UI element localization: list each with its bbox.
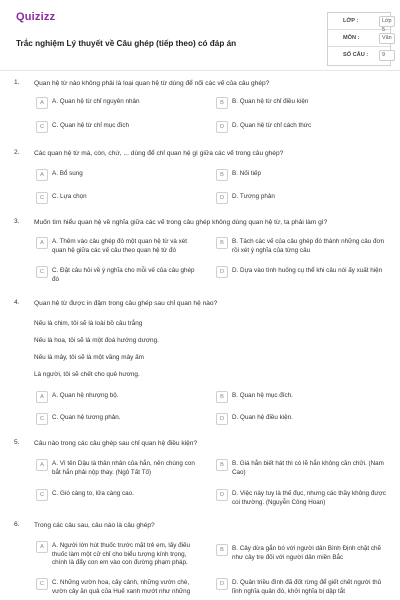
option-letter: A — [36, 97, 48, 109]
quizizz-logo[interactable]: Quizizz — [16, 11, 56, 23]
poem-line: Là người, tôi sẽ chết cho quê hương. — [34, 371, 140, 378]
question-number: 5. — [14, 439, 20, 446]
option-letter: B — [216, 169, 228, 181]
worksheet-title: Trắc nghiệm Lý thuyết về Câu ghép (tiếp theo) có đáp án — [16, 39, 237, 48]
option-letter: A — [36, 169, 48, 181]
option-text: D. Quân triều đình đã đốt rừng để giết chết người thủ lĩnh nghĩa quân đó, khởi nghĩa bị dập tắt — [232, 579, 382, 595]
question-number: 6. — [14, 521, 20, 528]
option-text: A. Quan hệ từ chỉ nguyên nhân — [52, 98, 140, 105]
question-number: 1. — [14, 79, 20, 86]
option-letter: A — [36, 391, 48, 403]
option-letter: D — [216, 413, 228, 425]
option-letter: A — [36, 237, 48, 249]
option-text: D. Tương phản — [232, 193, 275, 200]
info-row-count — [328, 47, 390, 63]
option-letter: C — [36, 413, 48, 425]
poem-line: Nếu là mây, tôi sẽ là một vầng mây ấm — [34, 354, 144, 361]
class-value: Lớp 5 — [379, 16, 395, 27]
option-text: D. Dựa vào tình huống cụ thể khi câu nói ấy xuất hiện — [232, 267, 383, 274]
question-text: Quan hệ từ nào không phải là loại quan hệ từ dùng để nối các vế của câu ghép? — [34, 80, 270, 87]
option-text: A. Vì tên Dậu là thân nhân của hắn, nên chúng con bắt hắn phải nộp thay. (Ngô Tất Tố) — [52, 460, 195, 476]
subject-value: Văn — [379, 33, 395, 44]
option-text: A. Người lớn hút thuốc trước mặt trẻ em, lấy điếu thuốc làm một cử chỉ cho biểu tượng kính trọng, chính là đẩy con em vào con đường phạm pháp. — [52, 542, 191, 566]
option-letter: B — [216, 97, 228, 109]
option-text: D. Quan hệ điều kiện. — [232, 414, 293, 421]
info-row-class — [328, 13, 392, 33]
question-number: 3. — [14, 218, 20, 225]
option-letter: C — [36, 192, 48, 204]
worksheet-header — [10, 8, 390, 66]
info-box — [327, 12, 391, 66]
option-text: A. Thêm vào câu ghép đó một quan hệ từ và xét quan hệ giữa các vế câu theo quan hệ từ đó — [52, 238, 188, 254]
option-letter: D — [216, 192, 228, 204]
option-text: C. Đặt câu hỏi về ý nghĩa cho mỗi vế của câu ghép đó — [52, 267, 195, 283]
option-letter: D — [216, 121, 228, 133]
question-count-label: SỐ CÂU : — [343, 52, 369, 58]
option-letter: C — [36, 266, 48, 278]
header-divider — [0, 70, 400, 71]
option-text: B. Nối tiếp — [232, 170, 262, 177]
class-label: LỚP : — [343, 18, 359, 24]
option-text: A. Quan hệ nhượng bộ. — [52, 392, 119, 399]
question-text: Câu nào trong các câu ghép sau chỉ quan hệ điều kiện? — [34, 440, 198, 447]
option-letter: C — [36, 489, 48, 501]
option-letter: B — [216, 237, 228, 249]
option-letter: C — [36, 578, 48, 590]
option-text: D. Việc này tuy là thế đục, nhưng các thầy không được coi thường. (Nguyễn Công Hoan) — [232, 490, 386, 506]
option-letter: B — [216, 544, 228, 556]
option-letter: A — [36, 459, 48, 471]
option-letter: B — [216, 391, 228, 403]
option-text: B. Giá hắn biết hát thì có lẽ hắn không cần chửi. (Nam Cao) — [232, 460, 384, 476]
option-letter: A — [36, 541, 48, 553]
option-letter: B — [216, 459, 228, 471]
option-text: B. Quan hệ từ chỉ điều kiện — [232, 98, 309, 105]
option-text: A. Bổ sung — [52, 170, 83, 177]
question-count-value: 9 — [379, 50, 395, 61]
question-text: Trong các câu sau, câu nào là câu ghép? — [34, 522, 155, 529]
question-text: Các quan hệ từ mà, còn, chứ, ... dùng để chỉ quan hệ gì giữa các vế trong câu ghép? — [34, 150, 284, 157]
option-text: B. Tách các vế của câu ghép đó thành những câu đơn rồi xét ý nghĩa của từng câu — [232, 238, 385, 254]
question-number: 4. — [14, 299, 20, 306]
option-text: C. Quan hệ tương phản. — [52, 414, 121, 421]
question-number: 2. — [14, 149, 20, 156]
subject-label: MÔN : — [343, 35, 360, 41]
info-row-subject — [328, 30, 390, 47]
option-text: C. Lựa chọn — [52, 193, 87, 200]
option-text: B. Quan hệ mục đích. — [232, 392, 293, 399]
poem-line: Nếu là chim, tôi sẽ là loài bồ câu trắng — [34, 320, 143, 327]
option-text: C. Quan hệ từ chỉ mục đích — [52, 122, 130, 129]
question-text: Quan hệ từ được in đậm trong câu ghép sau chỉ quan hệ nào? — [34, 300, 218, 307]
option-letter: D — [216, 266, 228, 278]
option-text: B. Cây dừa gắn bó với người dân Bình Định chặt chẽ như cây tre đối với người dân miền Bắc — [232, 545, 382, 561]
option-text: C. Những vườn hoa, cây cảnh, những vườn chè, vườn cây ăn quả của Huế xanh mướt như những — [52, 579, 191, 595]
option-text: C. Gió càng to, lửa càng cao. — [52, 490, 134, 497]
option-text: D. Quan hệ từ chỉ cách thức — [232, 122, 312, 129]
poem-line: Nếu là hoa, tôi sẽ là một đoá hướng dương. — [34, 337, 159, 344]
option-letter: C — [36, 121, 48, 133]
option-letter: D — [216, 578, 228, 590]
question-text: Muốn tìm hiểu quan hệ về nghĩa giữa các vế trong câu ghép không dùng quan hệ từ, ta phải làm gì? — [34, 219, 328, 226]
option-letter: D — [216, 489, 228, 501]
